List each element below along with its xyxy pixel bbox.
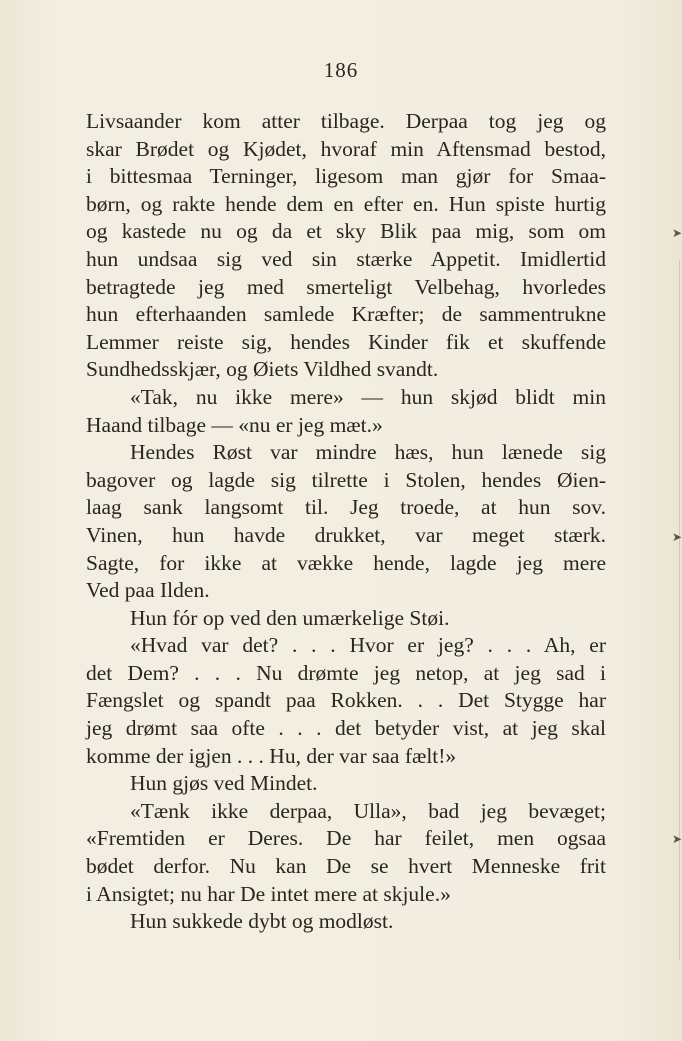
text-line: det Dem? . . . Nu drømte jeg netop, at jeg sad i xyxy=(86,660,606,685)
text-line: laag sank langsomt til. Jeg troede, at hun sov. xyxy=(86,495,606,520)
text-line: Hun fór op ved den umærkelige Støi. xyxy=(130,605,450,630)
text-line: Hun gjøs ved Mindet. xyxy=(130,771,318,796)
margin-mark: ➤ xyxy=(672,226,682,240)
text-line: «Hvad var det? . . . Hvor er jeg? . . . Ah, er xyxy=(130,633,606,658)
text-line: komme der igjen . . . Hu, der var saa fælt!» xyxy=(86,743,457,768)
body-text xyxy=(86,108,606,936)
page-number: 186 xyxy=(323,58,359,82)
text-line: Sagte, for ikke at vække hende, lagde jeg mere xyxy=(86,550,606,575)
text-line: bødet derfor. Nu kan De se hvert Menneske frit xyxy=(86,854,606,879)
text-line: Lemmer reiste sig, hendes Kinder fik et skuffende xyxy=(86,329,606,354)
text-line: «Tak, nu ikke mere» — hun skjød blidt min xyxy=(130,384,606,409)
text-line: Hendes Røst var mindre hæs, hun lænede sig xyxy=(130,440,606,465)
text-line: Haand tilbage — «nu er jeg mæt.» xyxy=(86,412,383,437)
text-line: skar Brødet og Kjødet, hvoraf min Aftensmad bestod, xyxy=(86,136,606,161)
text-line: jeg drømt saa ofte . . . det betyder vist, at jeg skal xyxy=(86,716,606,741)
text-line: i bittesmaa Terninger, ligesom man gjør for Smaa- xyxy=(86,164,606,189)
text-line: Livsaander kom atter tilbage. Derpaa tog jeg og xyxy=(86,109,606,133)
page-edge-shadow xyxy=(679,260,680,960)
text-line: Vinen, hun havde drukket, var meget stærk. xyxy=(86,522,606,547)
text-line: Fængslet og spandt paa Rokken. . . Det Stygge har xyxy=(86,688,606,713)
text-line: betragtede jeg med smerteligt Velbehag, hvorledes xyxy=(86,274,606,299)
text-line: «Fremtiden er Deres. De har feilet, men ogsaa xyxy=(86,826,606,851)
text-line: hun undsaa sig ved sin stærke Appetit. Imidlertid xyxy=(86,246,606,271)
text-line: bagover og lagde sig tilrette i Stolen, hendes Øien- xyxy=(86,467,606,492)
text-line: i Ansigtet; nu har De intet mere at skjule.» xyxy=(86,881,451,906)
text-line: Ved paa Ilden. xyxy=(86,578,210,603)
margin-mark: ➤ xyxy=(672,832,682,846)
text-line: «Tænk ikke derpaa, Ulla», bad jeg bevæget; xyxy=(130,798,606,823)
margin-mark: ➤ xyxy=(672,530,682,544)
text-line: børn, og rakte hende dem en efter en. Hun spiste hurtig xyxy=(86,191,606,216)
text-line: Hun sukkede dybt og modløst. xyxy=(130,909,394,934)
text-line: hun efterhaanden samlede Kræfter; de sammentrukne xyxy=(86,302,606,327)
text-line: Sundhedsskjær, og Øiets Vildhed svandt. xyxy=(86,357,439,382)
text-line: og kastede nu og da et sky Blik paa mig, som om xyxy=(86,219,606,244)
